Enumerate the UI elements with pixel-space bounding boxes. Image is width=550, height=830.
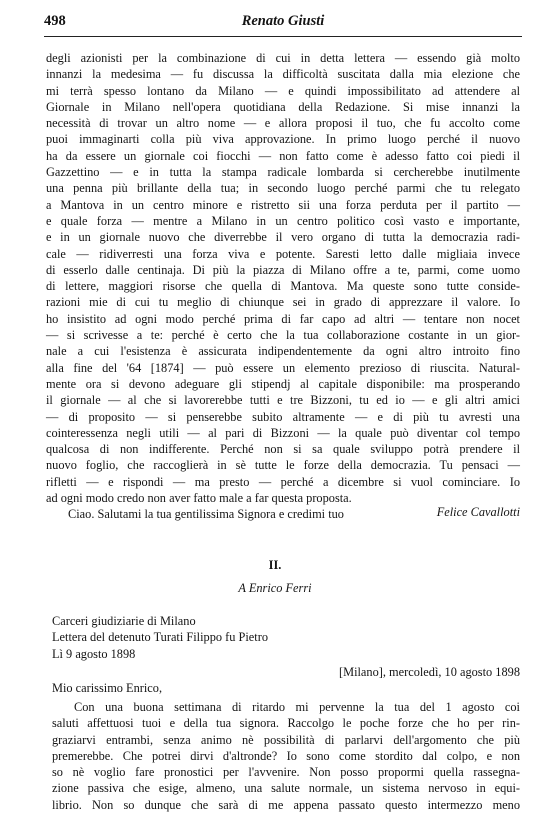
text-line: Con una buona settimana di ritardo mi pervenne la tua del 1 agosto coi	[74, 700, 520, 714]
text-line: innanzi la medesima — fu discussa la difficoltà suscitata dalla mia elezione che	[46, 67, 520, 82]
text-line: zione passiva che esige, almeno, una salute normale, un sistema nervoso in equi-	[52, 781, 520, 796]
text-line: qualcosa di non indifferente. Perché non si sa quale sviluppo potrà prendere il	[46, 442, 520, 457]
provenance-line: Carceri giudiziarie di Milano	[52, 614, 196, 628]
page-number: 498	[44, 13, 66, 29]
text-line: Gazzettino — e in tutta la stampa radicale lombarda si cercherebbe inutilmente	[46, 165, 520, 180]
page-header	[44, 13, 522, 37]
text-line: — si scrivesse a te: perché è certo che la tua collaborazione costante in un gior-	[46, 328, 520, 343]
text-line: Giornale in Milano nell'opera quotidiana della Redazione. Si mise innanzi la	[46, 99, 520, 114]
text-line: nuovo foglio, che raccoglierà in sè tutte le forze della democrazia. Tu pensaci —	[46, 458, 520, 473]
text-line: saluti affettuosi tuoi e della tua signora. Raccolgo le poche forze che ho per rin-	[52, 716, 520, 731]
text-line: il giornale — al che si lavorerebbe tutti e tre Bizzoni, tu ed io — e gli altri amici	[46, 393, 520, 408]
text-line: ha da essere un giornale coi fiocchi — non fatto come è adesso fatto coi piedi il	[46, 148, 520, 163]
text-line: cointeressenza negli utili — al pari di Bizzoni — la quale può diventar col tempo	[46, 425, 520, 440]
text-line: premerebbe. Che potrei dirvi d'altronde? Io sono come stordito dal colpo, e non	[52, 748, 520, 763]
letter-cavallotti-body	[46, 50, 520, 523]
text-line: mente ora si devono adeguare gli stipendj al capitale disponibile: ma prosperando	[46, 376, 520, 391]
signature-cavallotti: Felice Cavallotti	[436, 505, 520, 519]
text-line: librio. Non so dunque che sarà di me appena passato questo intermezzo meno	[52, 797, 520, 812]
text-line: di lettere, maggiori risorse che quella di Mantova. Ma queste sono tutte conside-	[46, 279, 520, 294]
text-line: rifletti — e rispondi — ma presto — perché a dicembre si vuol cominciare. Io	[46, 474, 520, 489]
letter-addressee: A Enrico Ferri	[238, 581, 312, 595]
letter-turati-body	[52, 699, 520, 813]
text-line: graziarvi entrambi, senza animo nè possibilità di parlarvi dell'argomento che più	[52, 732, 520, 747]
text-line: nale a cui l'esistenza è assicurata indipendentemente da ogni altro introito fino	[46, 344, 520, 359]
section-numeral: II.	[268, 558, 282, 572]
text-line: — di proposito — si penserebbe subito altramente — e di più tu avresti una	[46, 409, 520, 424]
text-line: ad ogni modo credo non aver fatto male a far questa proposta.	[46, 491, 352, 506]
text-line: alla fine del '64 [1874] — può essere un elemento prezioso di riuscita. Natural-	[46, 360, 520, 375]
text-line: cale — ridiverresti una forza viva e potente. Saresti letto dalle migliaia invece	[46, 246, 520, 261]
header-rule	[44, 36, 522, 37]
provenance-line: Lettera del detenuto Turati Filippo fu Pietro	[52, 630, 268, 645]
text-line: e in un giornale nuovo che diverrebbe il vero organo di tutta la democrazia radi-	[46, 230, 520, 245]
provenance-block	[52, 613, 268, 662]
letter-date: [Milano], mercoledì, 10 agosto 1898	[338, 665, 520, 679]
text-line: e quale forza — mentre a Milano in un centro politico così vasto e importante,	[46, 213, 520, 228]
running-title: Renato Giusti	[241, 13, 325, 29]
text-line: puoi immaginarti colla più viva approvazione. In primo luogo perché il nuovo	[46, 132, 520, 147]
text-line: so nè voglio fare pronostici per l'avvenire. Non posso propormi quella rassegna-	[52, 765, 520, 780]
text-line: ho insistito ad ogni modo perché prima di far capo ad altri — tentare non nocet	[46, 311, 520, 326]
text-line: a Mantova in un centro minore e ristretto sii una forza perduta per il partito —	[46, 197, 520, 212]
salutation: Mio carissimo Enrico,	[52, 681, 163, 695]
provenance-line: Lì 9 agosto 1898	[52, 646, 136, 661]
text-line: necessità di trovar un altro nome — e allora proposi il tuo, che fu accolto come	[46, 116, 520, 131]
closing-text: Ciao. Salutami la tua gentilissima Signora e credimi tuo	[68, 507, 344, 522]
text-line: razioni mie di cui tu meglio di chiunque sei in grado di apprezzare il valore. Io	[46, 295, 520, 310]
text-line: una penna più brillante della tua; in secondo luogo perché parmi che tu relegato	[46, 181, 520, 196]
text-line: mi terrà spesso lontano da Milano — e quindi impossibilitato ad attendere al	[46, 83, 520, 98]
text-line: di esserlo dalle centinaja. Di più la piazza di Milano offre a te, parmi, come uomo	[46, 262, 520, 277]
text-line: degli azionisti per la combinazione di cui in detta lettera — essendo già molto	[46, 51, 520, 65]
